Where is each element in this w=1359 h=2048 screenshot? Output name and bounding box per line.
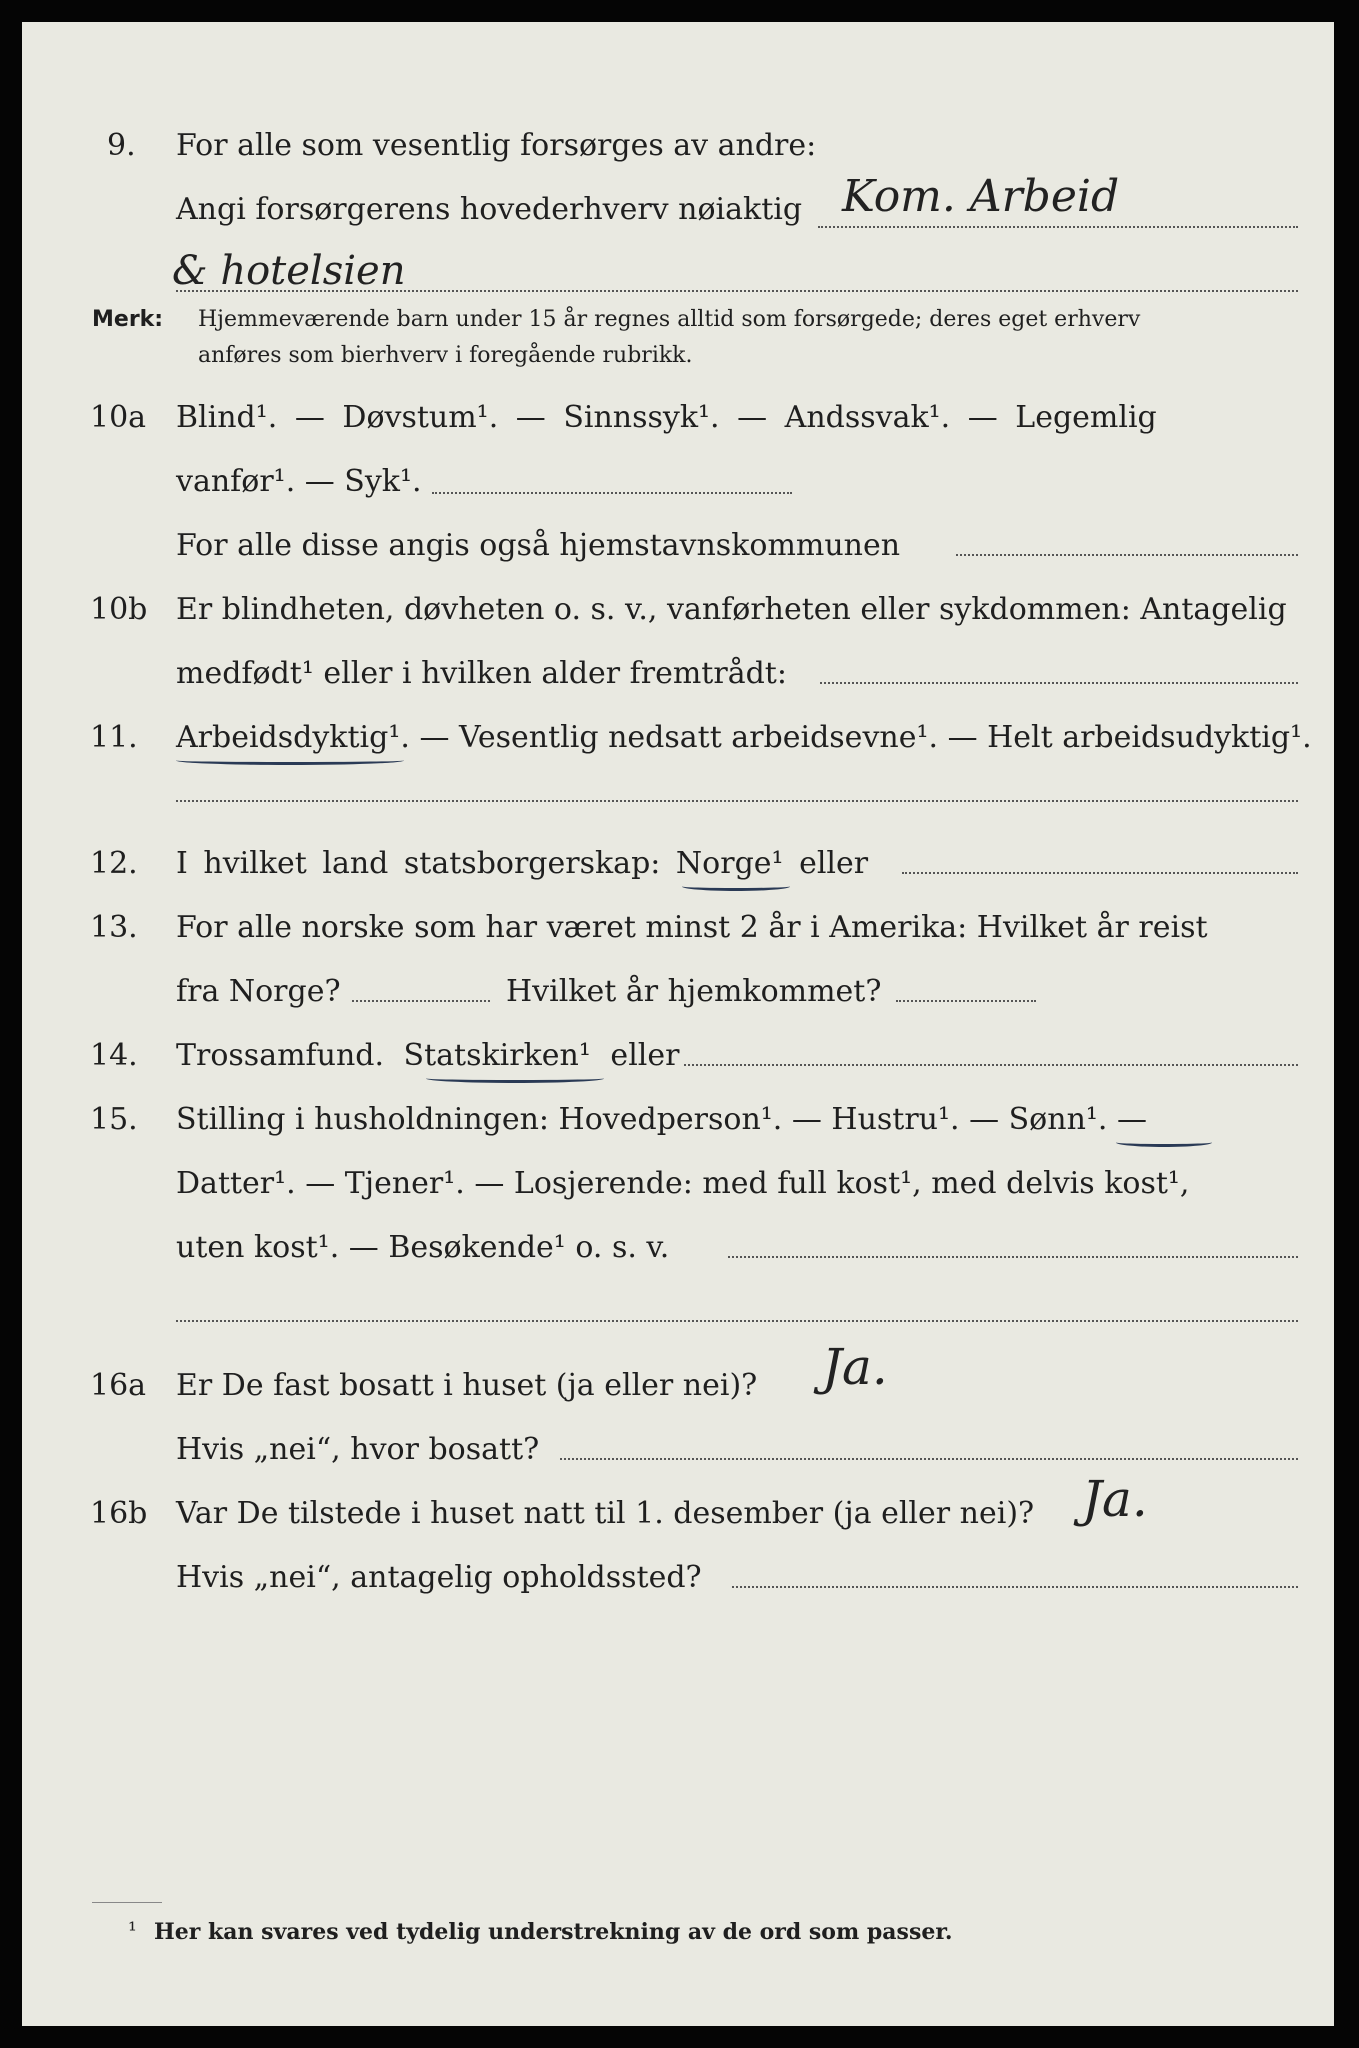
merk-label: Merk: xyxy=(92,307,164,332)
q14-line-1: Trossamfund. Statskirken¹ eller xyxy=(176,1038,680,1073)
q9-answer-line xyxy=(818,226,1298,228)
footnote-mark: ¹ xyxy=(128,1919,137,1944)
q10b-number: 10b xyxy=(90,592,148,627)
q12-line-1: I hvilket land statsborgerskap: Norge¹ eller xyxy=(176,846,869,881)
q15-line-2: Datter¹. — Tjener¹. — Losjerende: med full kost¹, med delvis kost¹, xyxy=(176,1166,1190,1201)
q16a-answer-line xyxy=(560,1458,1298,1460)
q15-line-1: Stilling i husholdningen: Hovedperson¹. — Hustru¹. — Sønn¹. — xyxy=(176,1102,1147,1137)
q13-number: 13. xyxy=(90,910,138,945)
footnote-text: Her kan svares ved tydelig understrekning av de ord som passer. xyxy=(154,1919,953,1945)
merk-line-2: anføres som bierhverv i foregående rubrikk. xyxy=(198,343,693,368)
q16a-number: 16a xyxy=(90,1368,147,1403)
q11-answer-line xyxy=(176,800,1298,802)
q9-line-2: Angi forsørgerens hovederhverv nøiaktig xyxy=(176,192,803,227)
q9-handwritten-answer-2: & hotelsien xyxy=(172,248,406,294)
q10b-line-1: Er blindheten, døvheten o. s. v., vanførheten eller sykdommen: Antagelig xyxy=(176,592,1287,627)
q10a-line-1: Blind¹. — Døvstum¹. — Sinnssyk¹. — Andssvak¹. — Legemlig xyxy=(176,400,1157,435)
q13-answer-line-a xyxy=(352,1000,490,1002)
q9-number: 9. xyxy=(107,128,136,163)
q16b-line-1: Var De tilstede i huset natt til 1. desember (ja eller nei)? xyxy=(176,1496,1035,1531)
footnote-rule xyxy=(92,1902,162,1903)
q11-line-1: Arbeidsdyktig¹. — Vesentlig nedsatt arbeidsevne¹. — Helt arbeidsudyktig¹. xyxy=(176,720,1312,755)
q12-number: 12. xyxy=(90,846,138,881)
q10a-line-3: For alle disse angis også hjemstavnskommunen xyxy=(176,528,901,563)
q15-answer-line xyxy=(728,1256,1298,1258)
q10a-line-2: vanfør¹. — Syk¹. xyxy=(176,464,422,499)
q14-handwritten-underline xyxy=(426,1074,604,1083)
q14-answer-line xyxy=(684,1064,1298,1066)
q15-handwritten-underline xyxy=(1116,1138,1212,1147)
q14-number: 14. xyxy=(90,1038,138,1073)
q11-number: 11. xyxy=(90,720,138,755)
q12-handwritten-underline xyxy=(682,882,790,891)
q16b-number: 16b xyxy=(90,1496,148,1531)
q13-answer-line-b xyxy=(896,1000,1036,1002)
q10b-answer-line xyxy=(820,682,1298,684)
q9-line-1: For alle som vesentlig forsørges av andre: xyxy=(176,128,817,163)
q9-handwritten-answer-1: Kom. Arbeid xyxy=(842,171,1120,222)
q10a-answer-line xyxy=(432,492,792,494)
q13-line-2a: fra Norge? xyxy=(176,974,341,1009)
q16b-line-2: Hvis „nei“, antagelig opholdssted? xyxy=(176,1560,702,1595)
q16b-answer-line xyxy=(732,1586,1298,1588)
q10a-number: 10a xyxy=(90,400,147,435)
q12-answer-line xyxy=(902,872,1298,874)
q10a-answer-line-2 xyxy=(956,554,1298,556)
merk-line-1: Hjemmeværende barn under 15 år regnes alltid som forsørgede; deres eget erhverv xyxy=(198,307,1141,332)
q10b-line-2: medfødt¹ eller i hvilken alder fremtrådt: xyxy=(176,656,787,691)
q16a-line-2: Hvis „nei“, hvor bosatt? xyxy=(176,1432,540,1467)
q9-answer-line-2 xyxy=(176,290,1298,292)
q15-number: 15. xyxy=(90,1102,138,1137)
q13-line-1: For alle norske som har været minst 2 år i Amerika: Hvilket år reist xyxy=(176,910,1208,945)
q16a-handwritten-answer: Ja. xyxy=(822,1338,888,1396)
census-form-page xyxy=(22,22,1334,2026)
q15-answer-line-2 xyxy=(176,1320,1298,1322)
q16a-line-1: Er De fast bosatt i huset (ja eller nei)? xyxy=(176,1368,758,1403)
q15-line-3: uten kost¹. — Besøkende¹ o. s. v. xyxy=(176,1230,670,1265)
q11-handwritten-underline xyxy=(176,756,404,765)
q13-line-2b: Hvilket år hjemkommet? xyxy=(506,974,882,1009)
q16b-handwritten-answer: Ja. xyxy=(1082,1470,1148,1528)
